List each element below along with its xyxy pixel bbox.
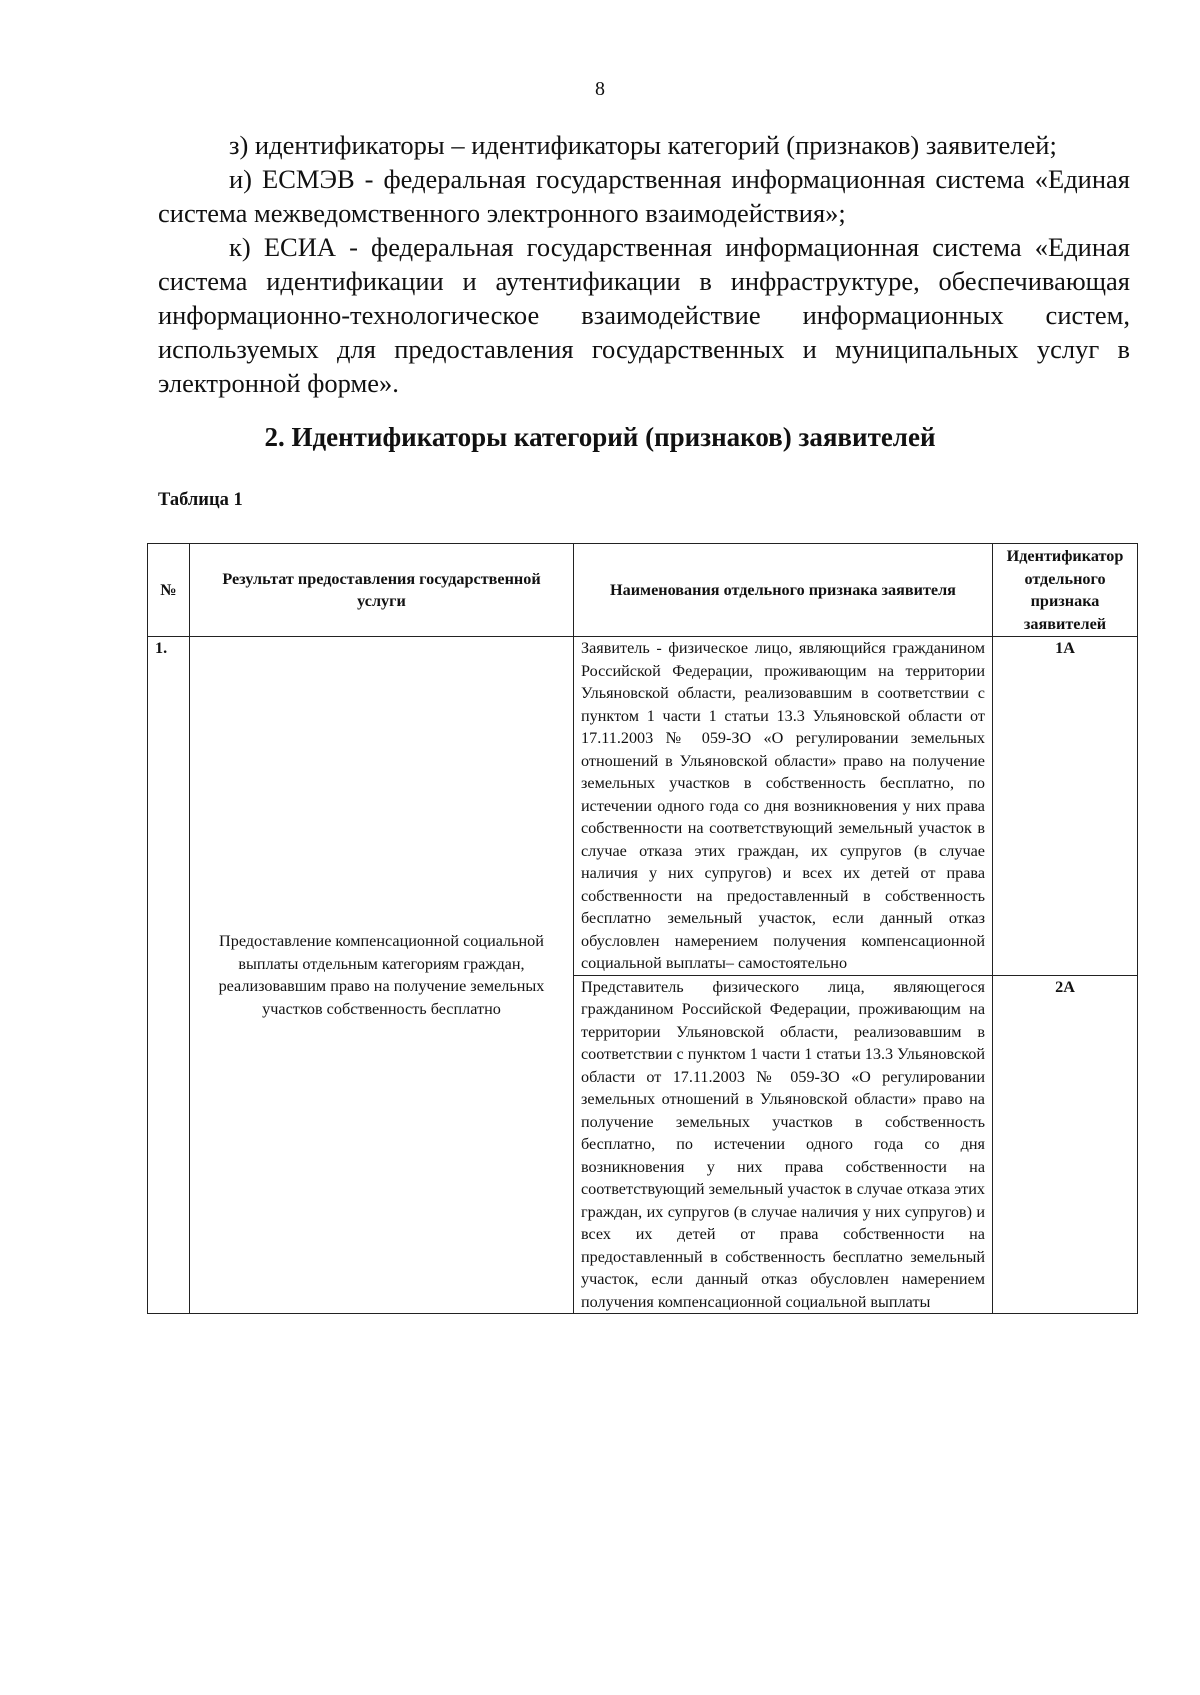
definitions-list (158, 128, 1130, 400)
service-result: Предоставление компенсационной социальной выплаты отдельным категориям граждан, реализовавшим право на получение земельных участков собственность бесплатно (190, 637, 574, 1314)
definition-item-z: з) идентификаторы – идентификаторы категорий (признаков) заявителей; (229, 130, 1057, 160)
definition-item-i: и) ЕСМЭВ - федеральная государственная информационная система «Единая система межведомственного электронного взаимодействия»; (158, 164, 1130, 228)
feature-description: Заявитель - физическое лицо, являющийся гражданином Российской Федерации, проживающим на территории Ульяновской области, реализовавшим в соответствии с пунктом 1 части 1 статьи 13.3 Ульяновской области от 17.11.2003 № 059-ЗО «О регулировании земельных отношений в Ульяновской области» право на получение земельных участков в собственность бесплатно, по истечении одного года со дня возникновения у них права собственности на соответствующий земельный участок в случае отказа этих граждан, их супругов (в случае наличия у них супругов) и всех их детей от права собственности на предоставленный в собственность бесплатно земельный участок, если данный отказ обусловлен намерением получения компенсационной социальной выплаты– самостоятельно (574, 637, 993, 976)
definition-item-k: к) ЕСИА - федеральная государственная информационная система «Единая система идентификации и аутентификации в инфраструктуре, обеспечивающая информационно-технологическое взаимодействие информационных систем, используемых для предоставления государственных и муниципальных услуг в электронной форме». (158, 232, 1130, 398)
header-number: № (148, 544, 190, 637)
row-number: 1. (148, 637, 190, 1314)
page-number: 8 (595, 78, 605, 100)
header-feature: Наименования отдельного признака заявителя (574, 544, 993, 637)
header-result: Результат предоставления государственной услуги (190, 544, 574, 637)
feature-identifier: 2А (993, 975, 1138, 1314)
header-identifier: Идентификатор отдельного признака заявителей (993, 544, 1138, 637)
table-header-row (148, 544, 1138, 637)
feature-description: Представитель физического лица, являющегося гражданином Российской Федерации, проживающим на территории Ульяновской области, реализовавшим в соответствии с пунктом 1 части 1 статьи 13.3 Ульяновской области от 17.11.2003 № 059-ЗО «О регулировании земельных отношений в Ульяновской области» право на получение земельных участков в собственность бесплатно, по истечении одного года со дня возникновения у них права собственности на соответствующий земельный участок в случае отказа этих граждан, их супругов (в случае наличия у них супругов) и всех их детей от права собственности на предоставленный в собственность бесплатно земельный участок, если данный отказ обусловлен намерением получения компенсационной социальной выплаты (574, 975, 993, 1314)
table-caption: Таблица 1 (158, 490, 243, 510)
section-title: 2. Идентификаторы категорий (признаков) заявителей (264, 422, 936, 452)
table-row (148, 637, 1138, 976)
identifiers-table (147, 543, 1138, 1314)
feature-identifier: 1А (993, 637, 1138, 976)
